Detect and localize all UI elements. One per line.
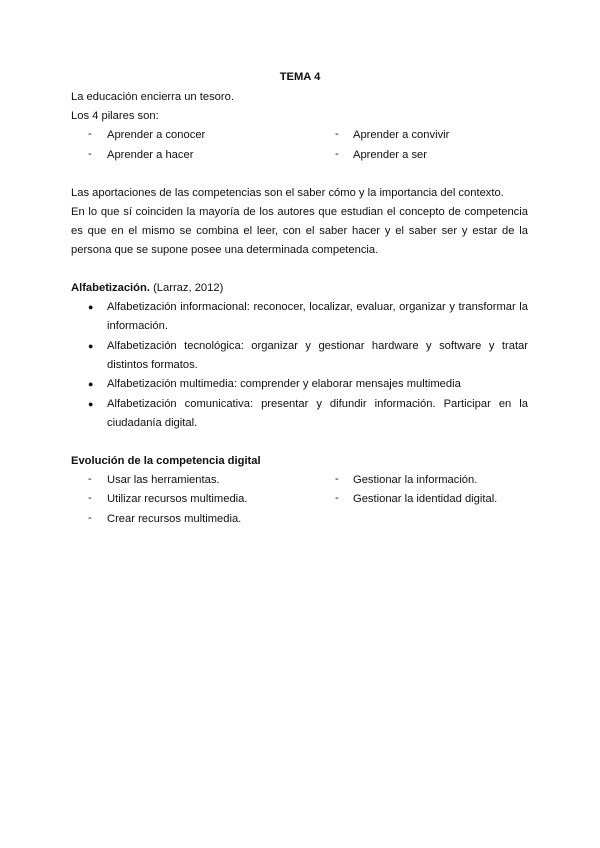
evolucion-item: Utilizar recursos multimedia. — [107, 493, 248, 505]
evolucion-item: Usar las herramientas. — [107, 474, 220, 486]
bullet-item-line: información. — [107, 320, 168, 332]
alfabetizacion-heading — [71, 281, 223, 295]
list-dash: - — [88, 128, 92, 140]
list-dash: - — [335, 128, 339, 140]
bullet-icon: ● — [88, 341, 94, 351]
alfabetizacion-heading-bold: Alfabetización. — [71, 282, 150, 294]
intro-line-1: La educación encierra un tesoro. — [71, 91, 234, 103]
list-dash: - — [335, 473, 339, 485]
bullet-item-line: ciudadanía digital. — [107, 417, 198, 429]
bullet-icon: ● — [88, 379, 94, 389]
evolucion-item: Crear recursos multimedia. — [107, 513, 242, 525]
list-dash: - — [335, 148, 339, 160]
document-title: TEMA 4 — [279, 71, 321, 83]
list-dash: - — [335, 492, 339, 504]
bullet-icon: ● — [88, 399, 94, 409]
competencias-line: Las aportaciones de las competencias son el saber cómo y la importancia del contexto. — [71, 187, 504, 199]
bullet-item-line: Alfabetización informacional: reconocer, localizar, evaluar, organizar y transformar la — [107, 301, 528, 313]
bullet-item-line: Alfabetización multimedia: comprender y elaborar mensajes multimedia — [107, 378, 461, 390]
bullet-icon: ● — [88, 302, 94, 312]
competencias-paragraph-line: es que en el mismo se combina el leer, con el saber hacer y el saber ser y estar de la — [71, 225, 528, 237]
pillar-item: Aprender a convivir — [353, 129, 450, 141]
competencias-paragraph-line: En lo que sí coinciden la mayoría de los autores que estudian el concepto de competencia — [71, 206, 528, 218]
pillar-item: Aprender a ser — [353, 149, 428, 161]
list-dash: - — [88, 148, 92, 160]
pillar-item: Aprender a hacer — [107, 149, 194, 161]
list-dash: - — [88, 473, 92, 485]
bullet-item-line: Alfabetización tecnológica: organizar y gestionar hardware y software y tratar — [107, 340, 528, 352]
evolucion-heading: Evolución de la competencia digital — [71, 455, 261, 467]
pillar-item: Aprender a conocer — [107, 129, 206, 141]
list-dash: - — [88, 512, 92, 524]
intro-line-2: Los 4 pilares son: — [71, 110, 159, 122]
list-dash: - — [88, 492, 92, 504]
competencias-paragraph-line: persona que se supone posee una determinada competencia. — [71, 244, 379, 256]
alfabetizacion-heading-reference: (Larraz, 2012) — [153, 282, 224, 294]
evolucion-item: Gestionar la información. — [353, 474, 478, 486]
bullet-item-line: Alfabetización comunicativa: presentar y difundir información. Participar en la — [107, 398, 528, 410]
evolucion-item: Gestionar la identidad digital. — [353, 493, 498, 505]
bullet-item-line: distintos formatos. — [107, 359, 198, 371]
